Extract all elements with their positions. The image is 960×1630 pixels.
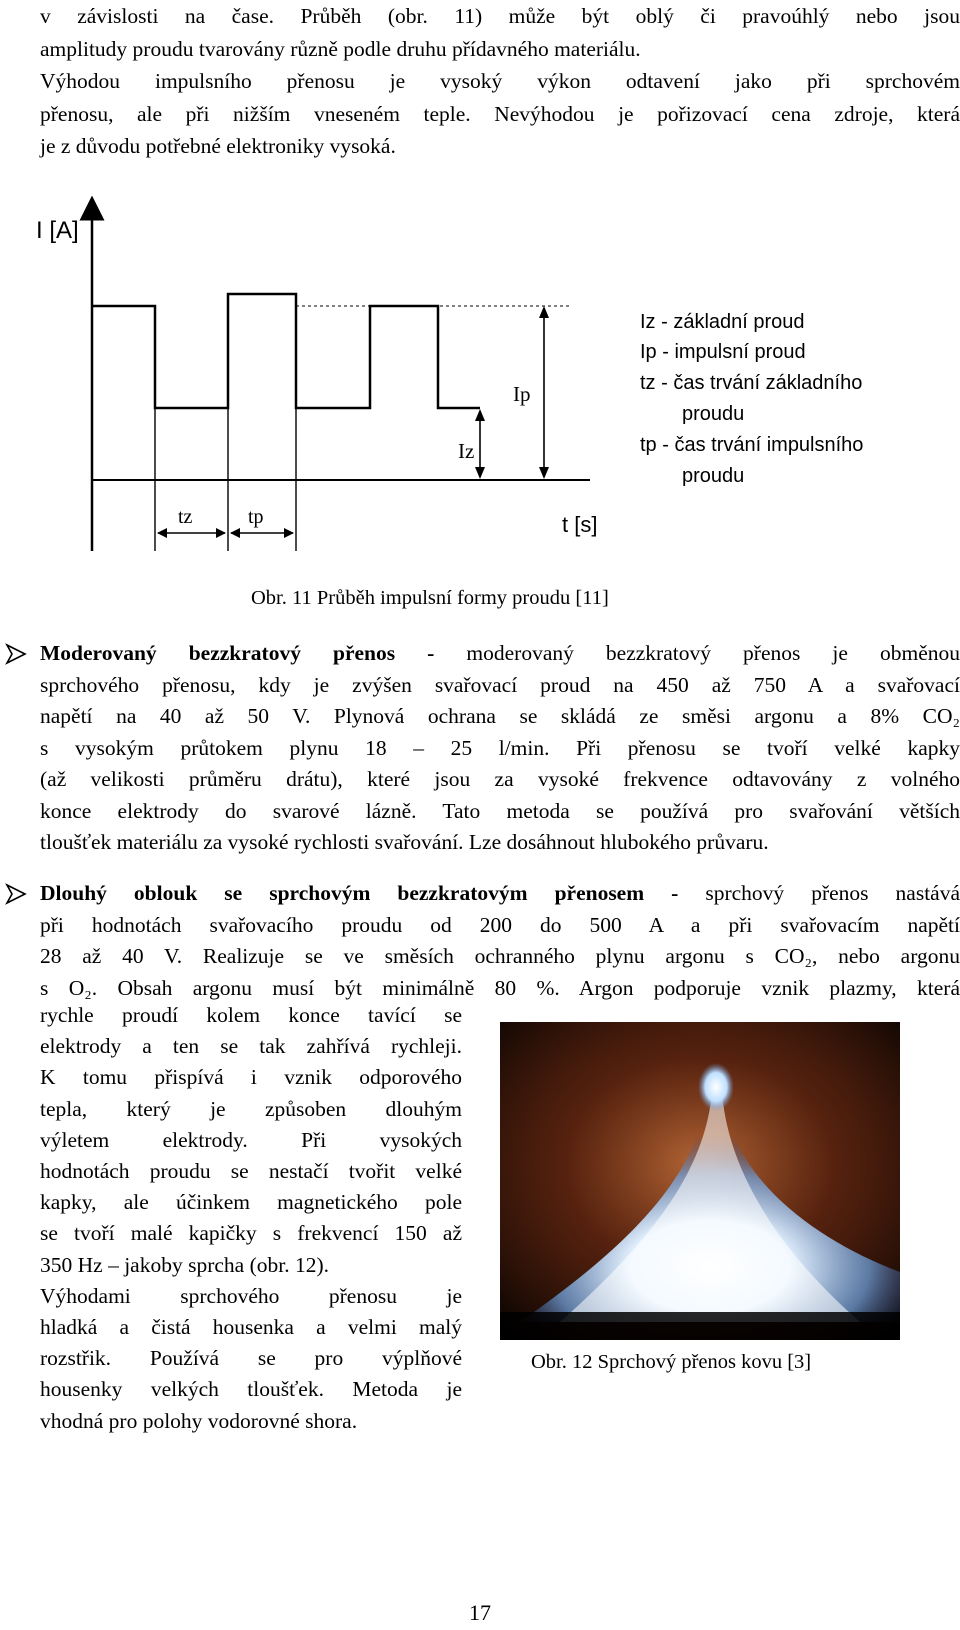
text-line: Výhodou impulsního přenosu je vysoký výkon odtavení jako při sprchovém (40, 69, 960, 93)
arrow-bullet-icon (4, 882, 28, 906)
item-text: sprchový přenos nastává (678, 881, 960, 905)
text-line: kapky, ale účinkem magnetického pole (40, 1190, 462, 1215)
text-line: hodnotách proudu se nestačí tvořit velké (40, 1159, 462, 1184)
text-line: rychle proudí kolem konce tavící se (40, 1003, 462, 1027)
text-line: (až velikosti průměru drátu), které jsou za vysoké frekvence odtavovány z volného (40, 767, 960, 791)
text-line: sprchového přenosu, kdy je zvýšen svařovací proud na 450 až 750 A a svařovací (40, 672, 960, 697)
text-line: napětí na 40 až 50 V. Plynová ochrana se skládá ze směsi argonu a 8% CO₂ (40, 704, 960, 728)
ip-label: Ip (513, 382, 531, 406)
bullet-item-moderated-transfer (40, 638, 960, 859)
figure-11-caption: Obr. 11 Průběh impulsní formy proudu [11] (251, 587, 609, 609)
arrow-bullet-icon (4, 642, 28, 666)
item-title: Dlouhý oblouk se sprchovým bezzkratovým přenosem - (40, 881, 679, 905)
text-line: konce elektrody do svarové lázně. Tato metoda se používá pro svařování větších (40, 798, 960, 823)
x-axis-label: t [s] (562, 512, 598, 537)
text-line: se tvoří malé kapičky s frekvencí 150 až (40, 1221, 462, 1246)
item-text: moderovaný bezzkratový přenos je obměnou (434, 641, 960, 665)
legend-line: Iz - základní proud (640, 311, 805, 333)
spray-transfer-photo (500, 1022, 900, 1340)
legend-line: tp - čas trvání impulsního (640, 434, 864, 456)
text-line: výletem elektrody. Při vysokých (40, 1127, 462, 1152)
text-line: 350 Hz – jakoby sprcha (obr. 12). (40, 1252, 329, 1277)
legend-line: Ip - impulsní proud (640, 341, 806, 363)
legend-line: tz - čas trvání základního (640, 372, 863, 394)
text-line: tepla, který je způsoben dlouhým (40, 1096, 462, 1121)
text-line: tloušťek materiálu za vysoké rychlosti svařování. Lze dosáhnout hlubokého průvaru. (40, 830, 769, 854)
bullet-item-long-arc-spray (40, 878, 960, 1004)
intro-paragraph (40, 0, 960, 163)
iz-label: Iz (458, 439, 475, 463)
text-line: amplitudy proudu tvarovány různě podle druhu přídavného materiálu. (40, 36, 641, 61)
text-line: s vysokým průtokem plynu 18 – 25 l/min. Při přenosu se tvoří velké kapky (40, 735, 960, 760)
pulse-waveform (92, 294, 480, 408)
text-line: Výhodami sprchového přenosu je (40, 1283, 462, 1308)
text-line: s O₂. Obsah argonu musí být minimálně 80 %. Argon podporuje vznik plazmy, která (40, 975, 960, 1000)
text-line: v závislosti na čase. Průběh (obr. 11) může být oblý či pravoúhlý nebo jsou (40, 4, 960, 28)
tp-label: tp (248, 506, 264, 528)
diagram-legend (640, 311, 863, 487)
legend-line: proudu (682, 403, 745, 425)
text-line: elektrody a ten se tak zahřívá rychleji. (40, 1034, 462, 1059)
text-line: rozstřik. Používá se pro výplňové (40, 1346, 462, 1371)
y-axis-label: I [A] (36, 217, 79, 244)
text-line: přenosu, ale při nižším vneseném teple. Nevýhodou je pořizovací cena zdroje, která (40, 101, 960, 126)
text-line: je z důvodu potřebné elektroniky vysoká. (40, 134, 396, 158)
pulse-current-diagram (30, 196, 930, 596)
item-title: Moderovaný bezzkratový přenos - (40, 641, 435, 665)
text-line: při hodnotách svařovacího proudu od 200 do 500 A a při svařovacím napětí (40, 912, 960, 937)
text-line: 28 až 40 V. Realizuje se ve směsích ochranného plynu argonu s CO₂, nebo argonu (40, 944, 960, 968)
legend-line: proudu (682, 465, 745, 487)
tz-label: tz (178, 506, 193, 528)
item2-continued-text (40, 1000, 462, 1437)
text-line: K tomu přispívá i vznik odporového (40, 1065, 462, 1090)
page-number: 17 (469, 1600, 491, 1625)
figure-12-caption: Obr. 12 Sprchový přenos kovu [3] (531, 1351, 812, 1373)
text-line: vhodná pro polohy vodorovné shora. (40, 1408, 358, 1433)
text-line: housenky velkých tloušťek. Metoda je (40, 1377, 462, 1402)
text-line: hladká a čistá housenka a velmi malý (40, 1315, 462, 1340)
